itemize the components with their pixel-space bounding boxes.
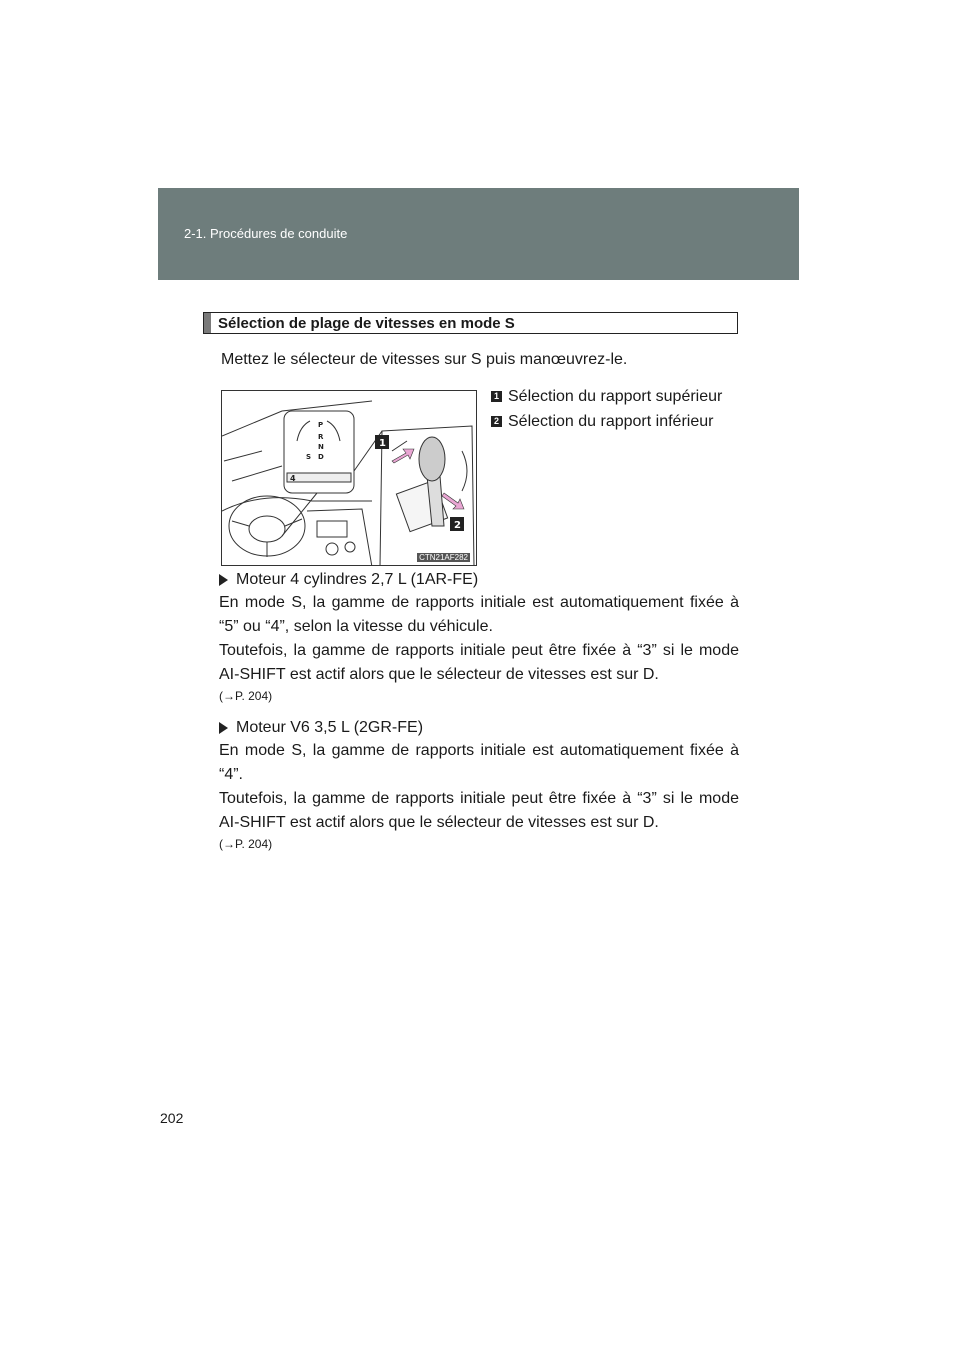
legend-item-upshift xyxy=(491,386,722,408)
display-gear: 4 xyxy=(290,474,296,483)
section-heading-marker xyxy=(204,313,211,333)
gear-letter-d: D xyxy=(318,453,324,461)
bullet-arrow-icon xyxy=(219,722,228,734)
legend-label-downshift: Sélection du rapport inférieur xyxy=(508,413,714,430)
gear-letter-n: N xyxy=(318,443,324,451)
engine1-para1: En mode S, la gamme de rapports initiale est automatiquement fixée à “5” ou “4”, selon la vitesse du véhicule. xyxy=(219,594,739,635)
dashboard-drawing xyxy=(222,391,477,566)
engine1-heading: Moteur 4 cylindres 2,7 L (1AR-FE) xyxy=(236,571,479,588)
shift-lever-illustration xyxy=(221,390,477,566)
gear-letter-s: S xyxy=(306,453,312,461)
legend-label-upshift: Sélection du rapport supérieur xyxy=(508,388,723,405)
engine2-heading-row xyxy=(219,716,423,740)
engine1-para2: Toutefois, la gamme de rapports initiale peut être fixée à “3” si le mode AI-SHIFT est actif alors que le sélecteur de vitesses est sur D. xyxy=(219,642,739,683)
svg-text:2: 2 xyxy=(454,520,461,531)
section-title: Sélection de plage de vitesses en mode S xyxy=(218,315,515,332)
legend-number-1: 1 xyxy=(491,391,502,402)
bullet-arrow-icon xyxy=(219,574,228,586)
legend-number-2: 2 xyxy=(491,416,502,427)
engine1-heading-row xyxy=(219,568,478,592)
section-heading-box xyxy=(203,312,738,334)
engine2-para2: Toutefois, la gamme de rapports initiale peut être fixée à “3” si le mode AI-SHIFT est actif alors que le sélecteur de vitesses est sur D. xyxy=(219,790,739,831)
section-breadcrumb: 2-1. Procédures de conduite xyxy=(184,226,348,241)
engine2-page-ref: (→P. 204) xyxy=(219,837,273,851)
intro-text: Mettez le sélecteur de vitesses sur S puis manœuvrez-le. xyxy=(221,351,628,368)
header-band xyxy=(158,188,799,280)
page-number: 202 xyxy=(160,1110,184,1126)
engine2-para1: En mode S, la gamme de rapports initiale est automatiquement fixée à “4”. xyxy=(219,742,739,783)
legend-item-downshift xyxy=(491,411,713,433)
gear-letter-r: R xyxy=(318,433,324,441)
engine1-page-ref: (→P. 204) xyxy=(219,689,273,703)
svg-text:1: 1 xyxy=(379,438,386,449)
gear-letter-p: P xyxy=(318,421,324,429)
engine2-heading: Moteur V6 3,5 L (2GR-FE) xyxy=(236,719,424,736)
figure-code: CTN21AF282 xyxy=(419,553,468,562)
